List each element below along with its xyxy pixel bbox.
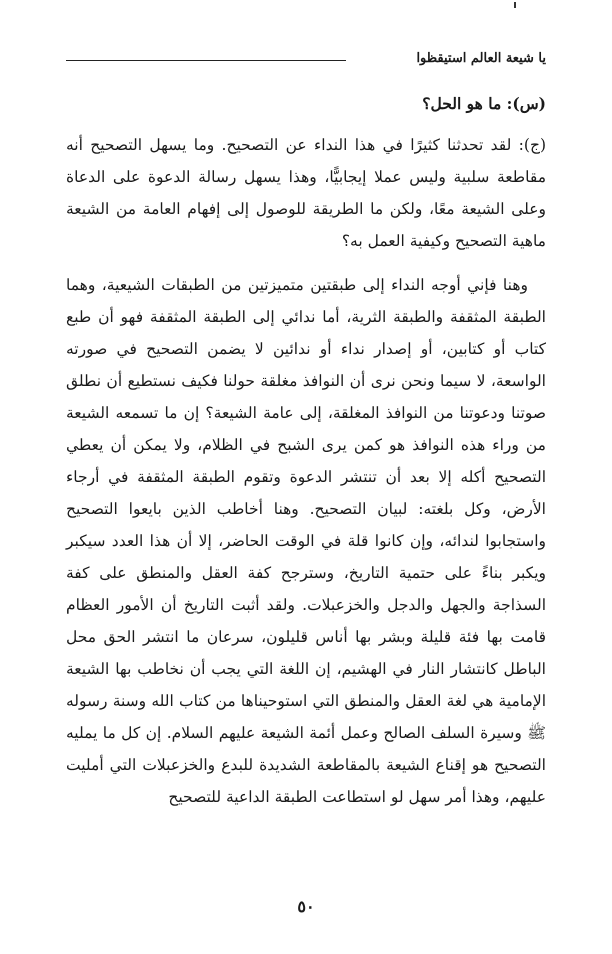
question-heading: (س): ما هو الحل؟ [422, 94, 546, 113]
page-body [66, 88, 546, 825]
running-header [66, 50, 546, 74]
header-rule [66, 60, 346, 61]
page-number: ٥٠ [297, 897, 315, 916]
running-header-title: يا شيعة العالم استيقظوا [416, 51, 546, 66]
page-corner-mark [514, 2, 516, 8]
answer-paragraph: (ج): لقد تحدثنا كثيرًا في هذا النداء عن التصحيح. وما يسهل التصحيح أنه مقاطعة سلبية وليس عملا إيجابيًّا، وهذا يسهل رسالة الدعوة على الدعاة وعلى الشيعة معًا، ولكن ما الطريقة للوصول إلى إفهام العامة من الشيعة ماهية التصحيح وكيفية العمل به؟ [66, 136, 546, 250]
body-paragraph: وهنا فإني أوجه النداء إلى طبقتين متميزتين من الطبقات الشيعية، وهما الطبقة المثقفة والطبقة الثرية، أما ندائي إلى الطبقة المثقفة فهو أن طبع كتاب أو كتابين، أو إصدار نداء أو ندائين لا يضمن التصحيح في صورته الواسعة، لا سيما ونحن نرى أن النوافذ مغلقة حولنا فكيف نستطيع أن نطلق صوتنا ودعوتنا من النوافذ المغلقة، إلى عامة الشيعة؟ إن ما تسمعه الشيعة من وراء هذه النوافذ هو كمن يرى الشبح في الظلام، ولا يمكن أن يعطي التصحيح أكله إلا بعد أن تنتشر الدعوة وتقوم الطبقة المثقفة في أرجاء الأرض، وكل بلغته: لبيان التصحيح. وهنا أخاطب الذين بايعوا التصحيح واستجابوا لندائه، وإن كانوا قلة في الوقت الحاضر، إلا أن هذا العدد سيكبر ويكبر بناءً على حتمية التاريخ، وسترجح كفة العقل والمنطق على كفة السذاجة والجهل والدجل والخزعبلات. ولقد أثبت التاريخ أن الأمور العظام قامت بها فئة قليلة وبشر بها أناس قليلون، سرعان ما انتشر الحق محل الباطل كانتشار النار في الهشيم، إن اللغة التي يجب أن نخاطب بها الشيعة الإمامية هي لغة العقل والمنطق التي استوحيناها من كتاب الله وسنة رسوله ﷺ وسيرة السلف الصالح وعمل أئمة الشيعة عليهم السلام. إن كل ما يمليه التصحيح هو إقناع الشيعة بالمقاطعة الشديدة للبدع والخزعبلات التي أمليت عليهم، وهذا أمر سهل لو استطاعت الطبقة الداعية للتصحيح [66, 276, 546, 806]
